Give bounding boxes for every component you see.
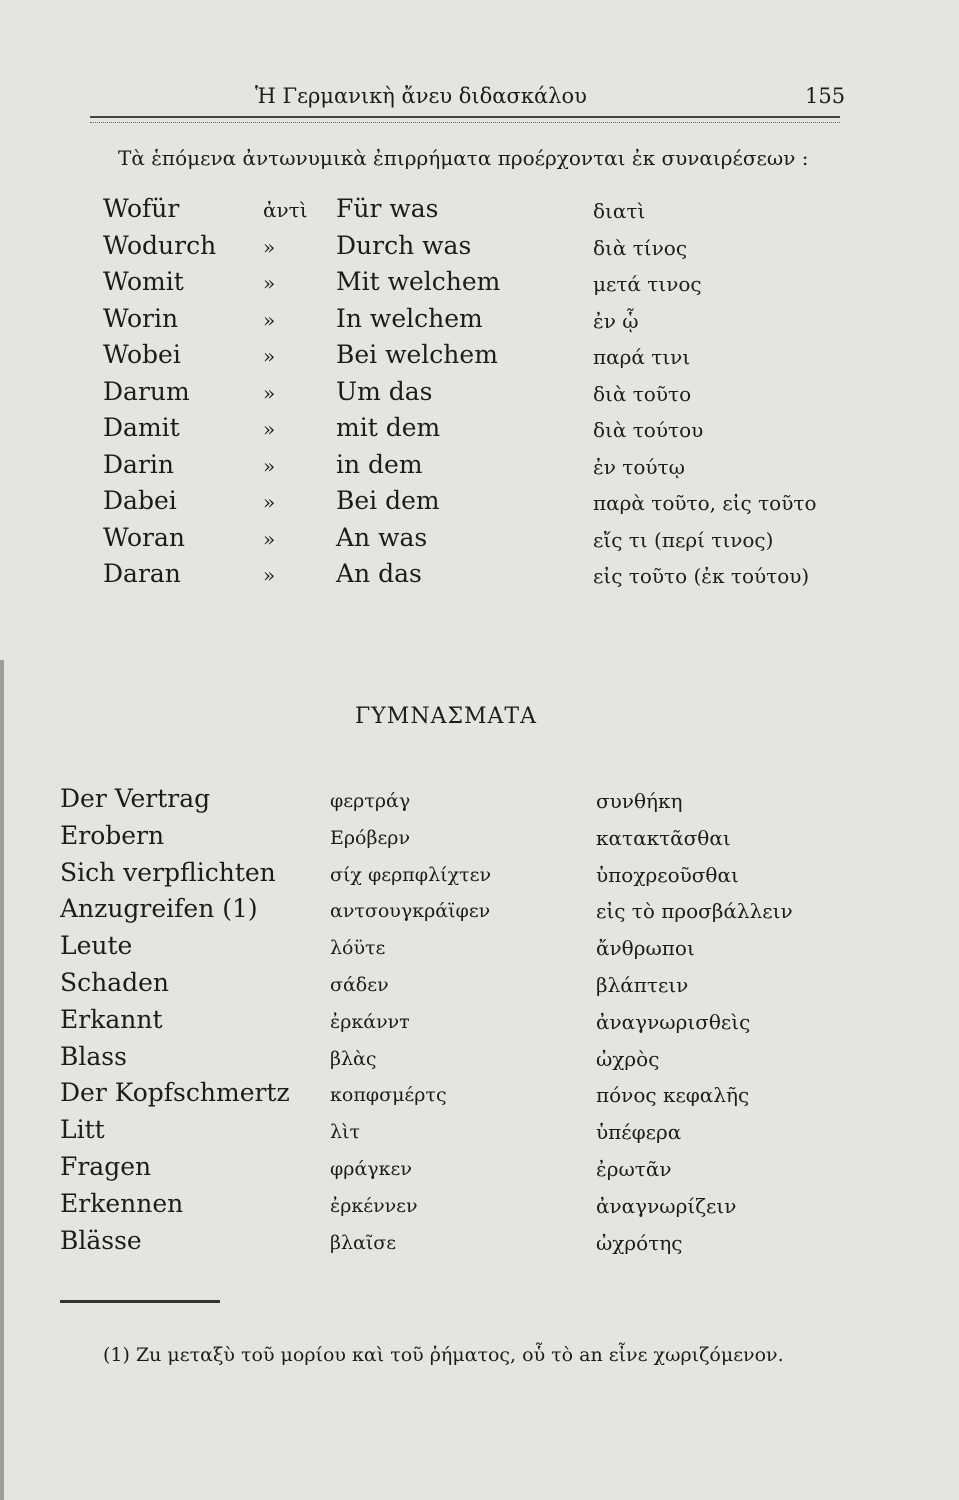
vocab-greek: ὑποχρεοῦσθαι [596,862,739,887]
vocab-row [0,968,959,1005]
vocab-pronunciation: αντσουγκράϊφεν [330,900,491,923]
vocab-german: Erkennen [60,1188,184,1218]
running-header-title: Ἡ Γερμανικὴ ἄνευ διδασκάλου [255,84,587,108]
adverb-row [0,377,959,414]
vocab-pronunciation: βλαῖσε [330,1231,397,1254]
adverb-german: Woran [103,522,186,552]
vocab-german: Erobern [60,820,165,850]
adverb-greek: μετά τινος [593,272,702,296]
adverb-greek: εἴς τι (περί τινος) [593,527,774,552]
adverb-expansion: Mit welchem [336,267,501,296]
vocab-row [0,1115,959,1152]
adverb-german: Wofür [103,194,180,223]
vocab-german: Leute [60,931,133,961]
vocab-row [0,931,959,968]
vocab-row [0,1078,959,1115]
adverb-expansion: In welchem [336,303,483,333]
vocab-pronunciation: σίχ φερπφλίχτεν [330,863,491,886]
adverb-greek: παρά τινι [593,345,691,369]
adverb-row [0,413,959,450]
vocab-greek: εἰς τὸ προσβάλλειν [596,899,793,924]
adverb-row [0,486,959,523]
vocab-pronunciation: σάδεν [330,973,389,996]
adverb-row [0,450,959,487]
vocab-pronunciation: λὶτ [330,1121,361,1144]
adverb-marker: » [263,417,276,441]
vocab-pronunciation: φράγκεν [330,1157,412,1180]
vocab-pronunciation: φερτράγ [330,790,411,812]
vocab-greek: πόνος κεφαλῆς [596,1083,750,1108]
vocab-row [0,894,959,931]
vocab-pronunciation: κοπφσμέρτς [330,1084,447,1107]
adverb-german: Damit [103,413,180,442]
vocab-row [0,858,959,895]
adverb-german: Daran [103,559,181,588]
adverb-greek: διὰ τίνος [593,235,688,260]
adverb-german: Darin [103,449,174,479]
adverb-marker: » [263,490,276,514]
adverb-greek: ἐν τούτῳ [593,454,685,479]
vocab-pronunciation: λόϋτε [330,937,386,960]
section-title: ΓΥΜΝΑΣΜΑΤΑ [355,704,537,729]
adverb-marker: » [263,344,276,368]
vocab-greek: κατακτᾶσθαι [596,825,731,850]
vocab-greek: ὠχρὸς [596,1046,660,1071]
page-number: 155 [805,84,846,108]
vocab-german: Litt [60,1115,105,1145]
vocab-german: Blass [60,1041,127,1071]
adverb-expansion: An was [336,522,428,552]
vocab-row [0,1189,959,1226]
vocab-greek: ἀναγνωρίζειν [596,1193,737,1218]
adverb-expansion: Bei welchem [336,340,498,369]
adverb-expansion: Um das [336,376,433,406]
adverb-german: Worin [103,303,179,333]
vocabulary-list [0,784,959,1262]
adverb-greek: διὰ τούτου [593,418,704,442]
adverb-row [0,267,959,304]
vocab-greek: ἄνθρωποι [596,936,695,961]
vocab-pronunciation: ἐρκάννт [330,1010,410,1033]
adverb-row [0,304,959,341]
vocab-german: Erkannt [60,1004,163,1034]
adverb-row [0,523,959,560]
vocab-german: Fragen [60,1151,152,1181]
vocab-german: Schaden [60,967,170,997]
vocab-german: Blässe [60,1225,142,1255]
adverb-expansion: Bei dem [336,486,440,515]
header-rule [90,116,840,123]
adverb-row [0,340,959,377]
adverb-marker: » [263,380,276,405]
adverb-marker: ἀντὶ [263,198,308,222]
adverb-marker: » [263,307,276,332]
adverb-marker: » [263,526,276,551]
vocab-greek: ὑπέφερα [596,1120,682,1145]
vocab-german: Der Vertrag [60,784,211,813]
adverb-list [0,194,959,596]
vocab-greek: ἀναγνωρισθεὶς [596,1009,751,1034]
vocab-german: Der Kopfschmertz [60,1078,290,1108]
adverb-german: Darum [103,376,190,406]
vocab-pronunciation: ἐρκέννεν [330,1194,418,1217]
adverb-german: Wobei [103,340,181,369]
vocab-row [0,821,959,858]
adverb-marker: » [263,234,276,259]
adverb-greek: ἐν ᾧ [593,308,639,333]
adverb-greek: παρὰ τοῦτο, εἰς τοῦτο [593,491,817,515]
vocab-greek: ἐρωτᾶν [596,1156,672,1181]
adverb-german: Wodurch [103,230,217,260]
vocab-pronunciation: Ερόβερν [330,826,411,849]
adverb-marker: » [263,563,276,587]
adverb-german: Dabei [103,486,177,515]
adverb-greek: διατὶ [593,199,646,223]
vocab-pronunciation: βλὰς [330,1047,377,1070]
vocab-german: Sich verpflichten [60,857,276,887]
vocab-row [0,1042,959,1079]
vocab-row [0,1152,959,1189]
adverb-marker: » [263,453,276,478]
intro-sentence: Τὰ ἑπόμενα ἀντωνυμικὰ ἐπιρρήματα προέρχονται ἐκ συναιρέσεων : [118,146,809,170]
vocab-german: Anzugreifen (1) [60,894,258,924]
adverb-greek: διὰ τοῦτο [593,381,692,406]
adverb-german: Womit [103,267,184,296]
adverb-greek: εἰς τοῦτο (ἐκ τούτου) [593,564,810,588]
adverb-expansion: in dem [336,449,423,479]
vocab-row [0,784,959,821]
adverb-row [0,559,959,596]
footnote: (1) Zu μεταξὺ τοῦ μορίου καὶ τοῦ ῥήματος, οὗ τὸ an εἶνε χωριζόμενον. [103,1344,784,1366]
adverb-expansion: An das [336,559,422,588]
adverb-expansion: mit dem [336,413,441,442]
adverb-expansion: Durch was [336,230,472,260]
adverb-marker: » [263,271,276,295]
adverb-row [0,194,959,231]
adverb-expansion: Für was [336,194,439,223]
vocab-greek: συνθήκη [596,789,683,813]
vocab-row [0,1005,959,1042]
vocab-row [0,1226,959,1263]
adverb-row [0,231,959,268]
vocab-greek: ὠχρότης [596,1230,683,1255]
vocab-greek: βλάπτειν [596,972,689,997]
footnote-rule [60,1300,220,1303]
